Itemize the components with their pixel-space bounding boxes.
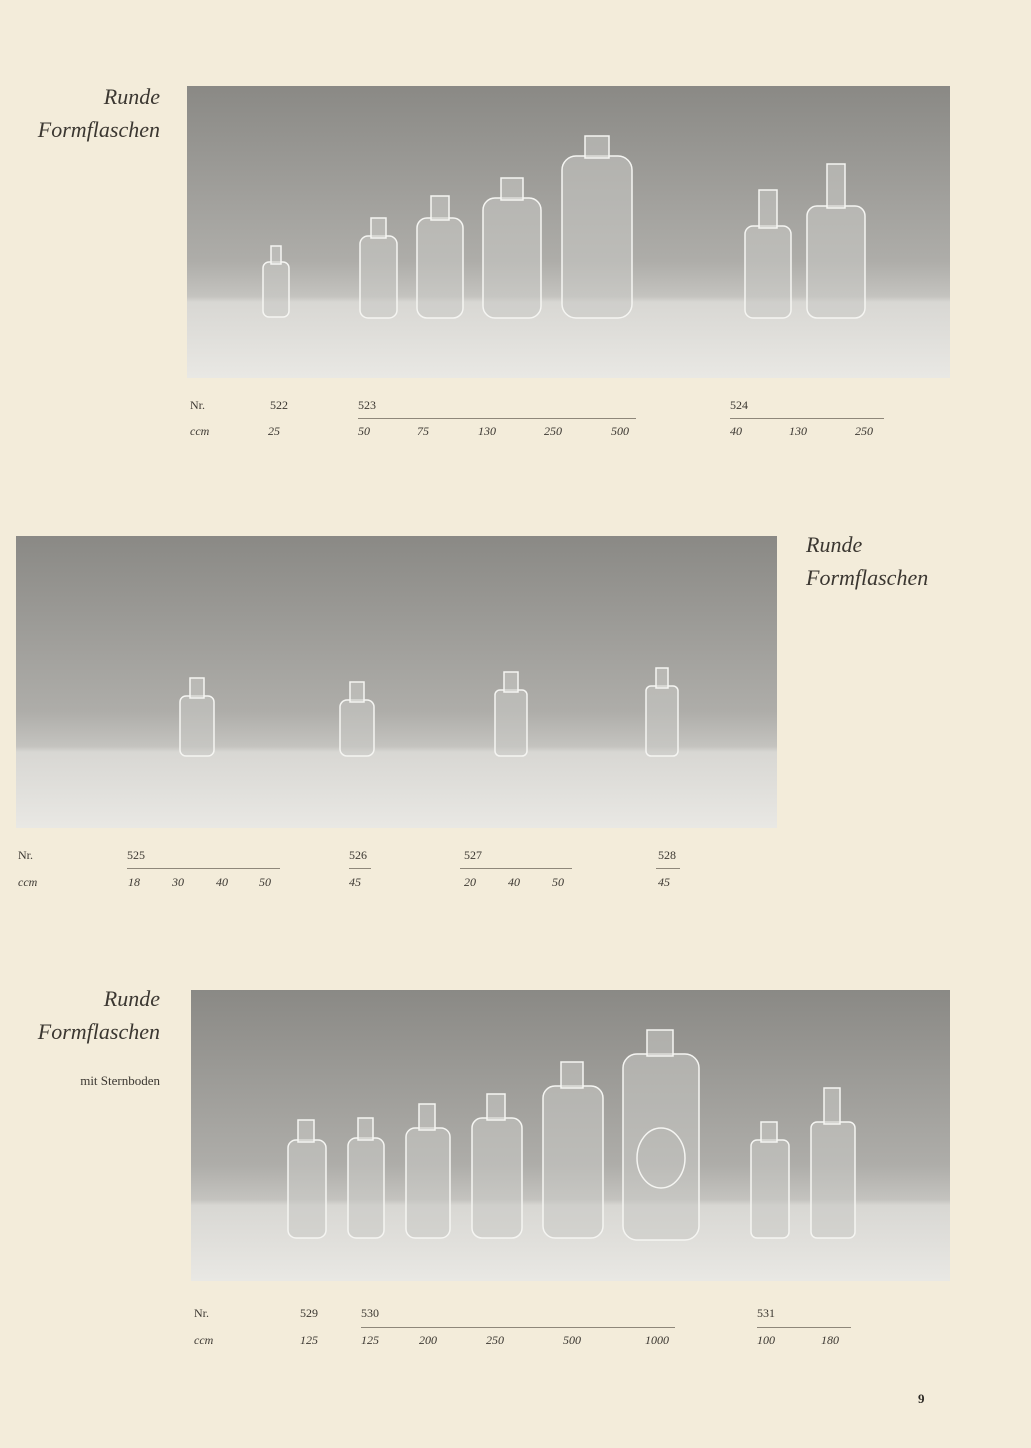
section2-nr-528: 528 bbox=[658, 848, 676, 862]
section3-nr-530: 530 bbox=[361, 1306, 379, 1320]
section1-ccm-522-1: 25 bbox=[268, 424, 280, 438]
section1-ccm-523-1: 50 bbox=[358, 424, 370, 438]
section3-ccm-530-1: 125 bbox=[361, 1333, 379, 1347]
section2-ccm-526-1: 45 bbox=[349, 875, 361, 889]
section2-label-nr: Nr. bbox=[18, 848, 33, 862]
section2-title-line1: Runde bbox=[806, 532, 863, 557]
section2-photo bbox=[16, 536, 777, 828]
section3-nr-531: 531 bbox=[757, 1306, 775, 1320]
section3-ccm-529-1: 125 bbox=[300, 1333, 318, 1347]
section1-title-line1: Runde bbox=[103, 84, 160, 109]
section2-ccm-525-4: 50 bbox=[259, 875, 271, 889]
bottles-illustration bbox=[191, 990, 950, 1281]
section3-label-ccm: ccm bbox=[194, 1333, 214, 1347]
section2-ccm-525-2: 30 bbox=[172, 875, 184, 889]
section1-nr-524: 524 bbox=[730, 398, 748, 412]
section2-ccm-528-1: 45 bbox=[658, 875, 670, 889]
page-number: 9 bbox=[918, 1391, 925, 1406]
section3-title-line2: Formflaschen bbox=[37, 1019, 160, 1044]
section1-ccm-523-3: 130 bbox=[478, 424, 496, 438]
section3-label-nr: Nr. bbox=[194, 1306, 209, 1320]
section3-ccm-530-2: 200 bbox=[419, 1333, 437, 1347]
section1-title-line2: Formflaschen bbox=[37, 117, 160, 142]
section1-title bbox=[20, 80, 160, 146]
section1-nr-522: 522 bbox=[270, 398, 288, 412]
section2-nr-525: 525 bbox=[127, 848, 145, 862]
section3-photo bbox=[191, 990, 950, 1281]
section2-label-ccm: ccm bbox=[18, 875, 38, 889]
section2-ccm-527-2: 40 bbox=[508, 875, 520, 889]
section2-rule-527 bbox=[460, 868, 572, 869]
section1-ccm-524-2: 130 bbox=[789, 424, 807, 438]
section1-ccm-523-2: 75 bbox=[417, 424, 429, 438]
section1-ccm-524-1: 40 bbox=[730, 424, 742, 438]
section2-ccm-525-1: 18 bbox=[128, 875, 140, 889]
section2-title-line2: Formflaschen bbox=[806, 565, 929, 590]
section1-label-ccm: ccm bbox=[190, 424, 210, 438]
section1-photo bbox=[187, 86, 950, 378]
section3-title-line1: Runde bbox=[103, 986, 160, 1011]
section3-rule-530 bbox=[361, 1327, 675, 1328]
bottles-illustration bbox=[16, 536, 777, 828]
section3-nr-529: 529 bbox=[300, 1306, 318, 1320]
section2-rule-528 bbox=[656, 868, 680, 869]
section2-nr-527: 527 bbox=[464, 848, 482, 862]
section2-ccm-527-1: 20 bbox=[464, 875, 476, 889]
section1-rule-523 bbox=[358, 418, 636, 419]
section3-ccm-530-5: 1000 bbox=[645, 1333, 669, 1347]
section3-subtitle: mit Sternboden bbox=[80, 1073, 160, 1088]
section3-ccm-530-4: 500 bbox=[563, 1333, 581, 1347]
section1-label-nr: Nr. bbox=[190, 398, 205, 412]
section3-rule-531 bbox=[757, 1327, 851, 1328]
section3-title bbox=[20, 982, 160, 1048]
section2-title bbox=[806, 528, 1006, 594]
section1-ccm-523-4: 250 bbox=[544, 424, 562, 438]
section3-ccm-530-3: 250 bbox=[486, 1333, 504, 1347]
bottles-illustration bbox=[187, 86, 950, 378]
section2-rule-526 bbox=[349, 868, 371, 869]
section2-ccm-525-3: 40 bbox=[216, 875, 228, 889]
section1-ccm-524-3: 250 bbox=[855, 424, 873, 438]
section2-rule-525 bbox=[127, 868, 280, 869]
section3-ccm-531-2: 180 bbox=[821, 1333, 839, 1347]
section3-ccm-531-1: 100 bbox=[757, 1333, 775, 1347]
section1-ccm-523-5: 500 bbox=[611, 424, 629, 438]
section2-ccm-527-3: 50 bbox=[552, 875, 564, 889]
section1-rule-524 bbox=[730, 418, 884, 419]
section1-nr-523: 523 bbox=[358, 398, 376, 412]
section2-nr-526: 526 bbox=[349, 848, 367, 862]
